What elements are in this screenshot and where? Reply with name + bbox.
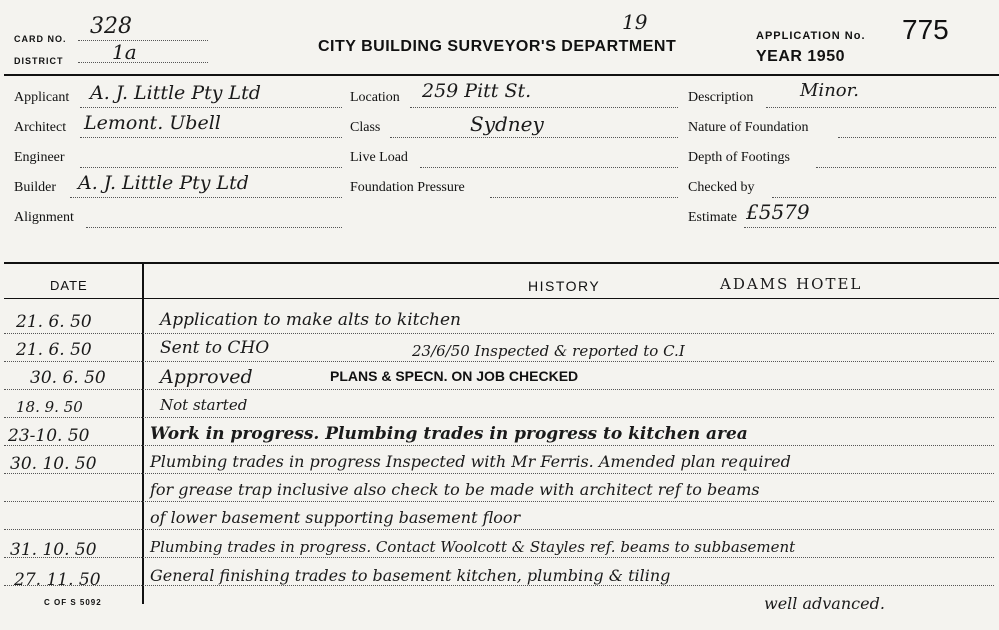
class-value: Sydney [470,112,544,136]
builder-value: A. J. Little Pty Ltd [78,172,249,194]
depth-of-footings-label: Depth of Footings [688,150,790,165]
history-row-text: Not started [160,396,248,414]
description-label: Description [688,90,754,105]
date-column-divider [142,264,144,604]
estimate-value: £5579 [746,200,810,224]
history-row-date: 30. 6. 50 [30,368,106,388]
applicant-label: Applicant [14,90,70,105]
history-row-date: 18. 9. 50 [16,398,83,416]
history-row-text: well advanced. [764,594,885,613]
history-row-date: 21. 6. 50 [16,312,92,332]
application-no-value: 775 [902,14,949,45]
history-row-text: Plumbing trades in progress. Contact Woolcott & Stayles ref. beams to subbasement [150,538,796,556]
plans-checked-stamp: PLANS & SPECN. ON JOB CHECKED [330,368,579,384]
engineer-label: Engineer [14,150,65,165]
year-label: YEAR 1950 [756,48,845,65]
checked-by-label: Checked by [688,180,755,195]
estimate-label: Estimate [688,210,737,225]
department-title: CITY BUILDING SURVEYOR'S DEPARTMENT [318,38,677,55]
live-load-label: Live Load [350,150,408,165]
history-row-text: Plumbing trades in progress Inspected with Mr Ferris. Amended plan required [150,452,791,471]
history-row-date: 23-10. 50 [8,426,90,446]
history-row-text: for grease trap inclusive also check to be made with architect ref to beams [150,480,760,499]
header-divider [4,74,999,76]
card-no-value: 328 [90,14,132,39]
history-row-text: Work in progress. Plumbing trades in progress to kitchen area [150,424,748,444]
architect-value: Lemont. Ubell [84,112,221,134]
builder-label: Builder [14,180,56,195]
history-row-text: of lower basement supporting basement floor [150,508,521,527]
header-stamp-number: 19 [622,10,648,34]
history-stamp: ADAMS HOTEL [720,275,863,293]
history-row-text: Approved [160,366,253,388]
class-label: Class [350,120,381,135]
history-row-date: 21. 6. 50 [16,340,92,360]
history-column-header: HISTORY [528,278,601,294]
history-header-divider [4,298,999,299]
district-label: DISTRICT [14,56,64,66]
history-row-date: 27. 11. 50 [14,570,101,590]
fields-divider [4,262,999,264]
form-code: C OF S 5092 [44,598,102,607]
nature-of-foundation-label: Nature of Foundation [688,120,809,135]
history-row-text: Sent to CHO [160,338,270,358]
card-no-label: CARD NO. [14,34,67,44]
location-label: Location [350,90,400,105]
history-row-date: 30. 10. 50 [10,454,97,474]
location-value: 259 Pitt St. [422,80,532,102]
history-row-text: Application to make alts to kitchen [160,310,461,330]
date-column-header: DATE [50,278,88,293]
alignment-label: Alignment [14,210,74,225]
description-value: Minor. [800,80,859,101]
history-row-note: 23/6/50 Inspected & reported to C.I [412,342,685,360]
foundation-pressure-label: Foundation Pressure [350,180,465,195]
application-no-label: APPLICATION No. [756,30,866,42]
architect-label: Architect [14,120,67,135]
history-row-text: General finishing trades to basement kitchen, plumbing & tiling [150,566,671,585]
history-row-date: 31. 10. 50 [10,540,97,560]
applicant-value: A. J. Little Pty Ltd [90,82,261,104]
district-value: 1a [112,40,137,64]
